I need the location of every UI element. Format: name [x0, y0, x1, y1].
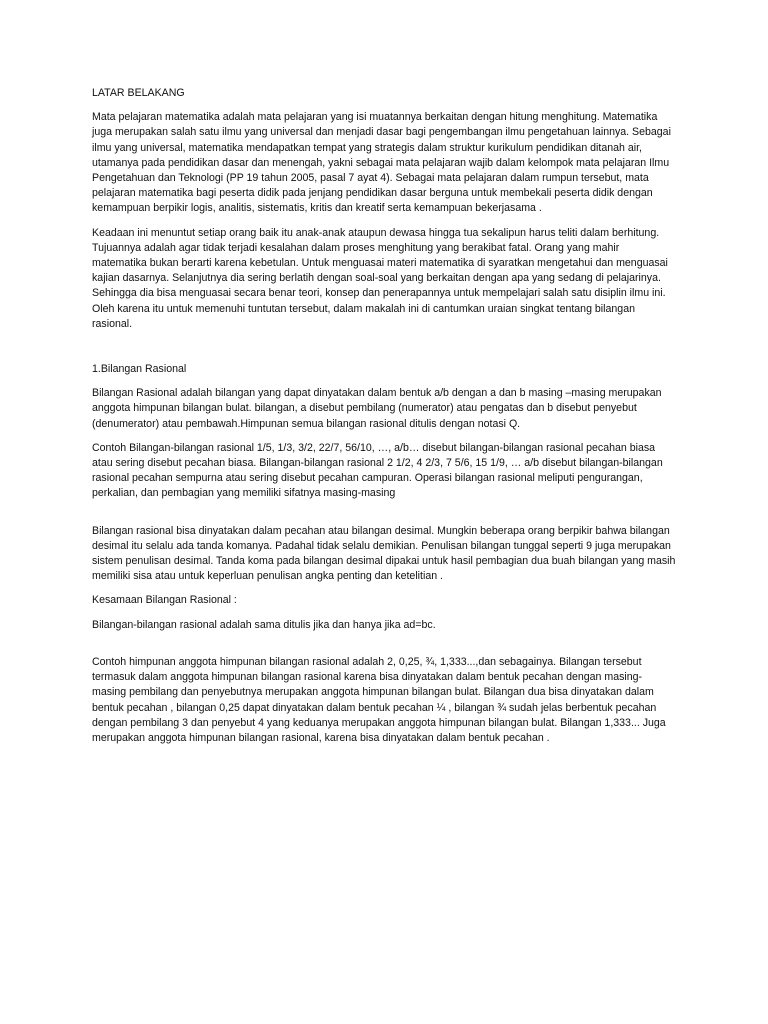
- equality-text: Bilangan-bilangan rasional adalah sama ditulis jika dan hanya jika ad=bc.: [92, 618, 436, 631]
- intro-paragraph-1: Mata pelajaran matematika adalah mata pelajaran yang isi muatannya berkaitan dengan hitung menghitung. Matematika juga merupakan salah satu ilmu yang universal dan menjadi dasar bagi pengembangan ilmu pengetahuan lainnya. Sebagai ilmu yang universal, matematika mendapatkan tempat yang strategis dalam struktur kurikulum pendidikan ditanah air, utamanya pada pendidikan dasar dan menengah, yakni sebagai mata pelajaran wajib dalam kelompok mata pelajaran Ilmu Pengetahuan dan Teknologi (PP 19 tahun 2005, pasal 7 ayat 4). Sebagai mata pelajaran dalam rumpun tersebut, mata pelajaran matematika bagi peserta didik pada jenjang pendidikan dasar berguna untuk membekali peserta didik dengan kemampuan berpikir logis, analitis, sistematis, kritis dan kreatif serta kemampuan bekerjasama .: [92, 111, 671, 215]
- example-set-paragraph: Contoh himpunan anggota himpunan bilangan rasional adalah 2, 0,25, ¾, 1,333...,dan sebagainya. Bilangan tersebut termasuk dalam anggota himpunan bilangan rasional karena bisa dinyatakan dalam bentuk pecahan dengan masing-masing pembilang dan penyebutnya merupakan anggota himpunan bilangan bulat. Bilangan dua bisa dinyatakan dalam bentuk pecahan , bilangan 0,25 dapat dinyatakan dalam bentuk pecahan ¼ , bilangan ¾ sudah jelas berbentuk pecahan dengan pembilang 3 dan penyebut 4 yang keduanya merupakan anggota himpunan bilangan bulat. Bilangan 1,333... Juga merupakan anggota himpunan bilangan rasional, karena bisa dinyatakan dalam bentuk pecahan .: [92, 655, 666, 744]
- equality-title: Kesamaan Bilangan Rasional :: [92, 594, 237, 607]
- definition-paragraph: Bilangan Rasional adalah bilangan yang dapat dinyatakan dalam bentuk a/b dengan a dan b masing –masing merupakan anggota himpunan bilangan bulat. bilangan, a disebut pembilang (numerator) atau pengatas dan b disebut penyebut (denumerator) atau pembawah.Himpunan semua bilangan rasional ditulis dengan notasi Q.: [92, 387, 662, 430]
- intro-paragraph-2: Keadaan ini menuntut setiap orang baik itu anak-anak ataupun dewasa hingga tua sekalipun harus teliti dalam berhitung. Tujuannya adalah agar tidak terjadi kesalahan dalam proses menghitung yang berakibat fatal. Orang yang mahir matematika bukan berarti karena kebetulan. Untuk menguasai materi matematika di syaratkan mengetahui dan menguasai kajian dasarnya. Selanjutnya dia sering berlatih dengan soal-soal yang berkaitan dengan apa yang sedang di pelajarinya. Sehingga dia bisa menguasai secara benar teori, konsep dan penerapannya untuk mempelajari salah satu disiplin ilmu ini. Oleh karena itu untuk memenuhi tuntutan tersebut, dalam makalah ini di cantumkan uraian singkat tentang bilangan rasional.: [92, 226, 668, 330]
- examples-paragraph: Contoh Bilangan-bilangan rasional 1/5, 1/3, 3/2, 22/7, 56/10, …, a/b… disebut bilangan-bilangan rasional pecahan biasa atau sering disebut pecahan biasa. Bilangan-bilangan rasional 2 1/2, 4 2/3, 7 5/6, 15 1/9, … a/b disebut bilangan-bilangan rasional pecahan sempurna atau sering disebut pecahan campuran. Operasi bilangan rasional meliputi pengurangan, perkalian, dan pembagian yang memiliki sifatnya masing-masing: [92, 441, 663, 500]
- decimal-paragraph: Bilangan rasional bisa dinyatakan dalam pecahan atau bilangan desimal. Mungkin beberapa orang berpikir bahwa bilangan desimal itu selalu ada tanda komanya. Padahal tidak selalu demikian. Penulisan bilangan tunggal seperti 9 juga merupakan sistem penulisan desimal. Tanda koma pada bilangan desimal dipakai untuk hasil pembagian dua buah bilangan yang masih memiliki sisa atau untuk keperluan penulisan angka penting dan ketelitian .: [92, 524, 676, 583]
- document-heading: LATAR BELAKANG: [92, 87, 185, 99]
- section-title: 1.Bilangan Rasional: [92, 363, 187, 376]
